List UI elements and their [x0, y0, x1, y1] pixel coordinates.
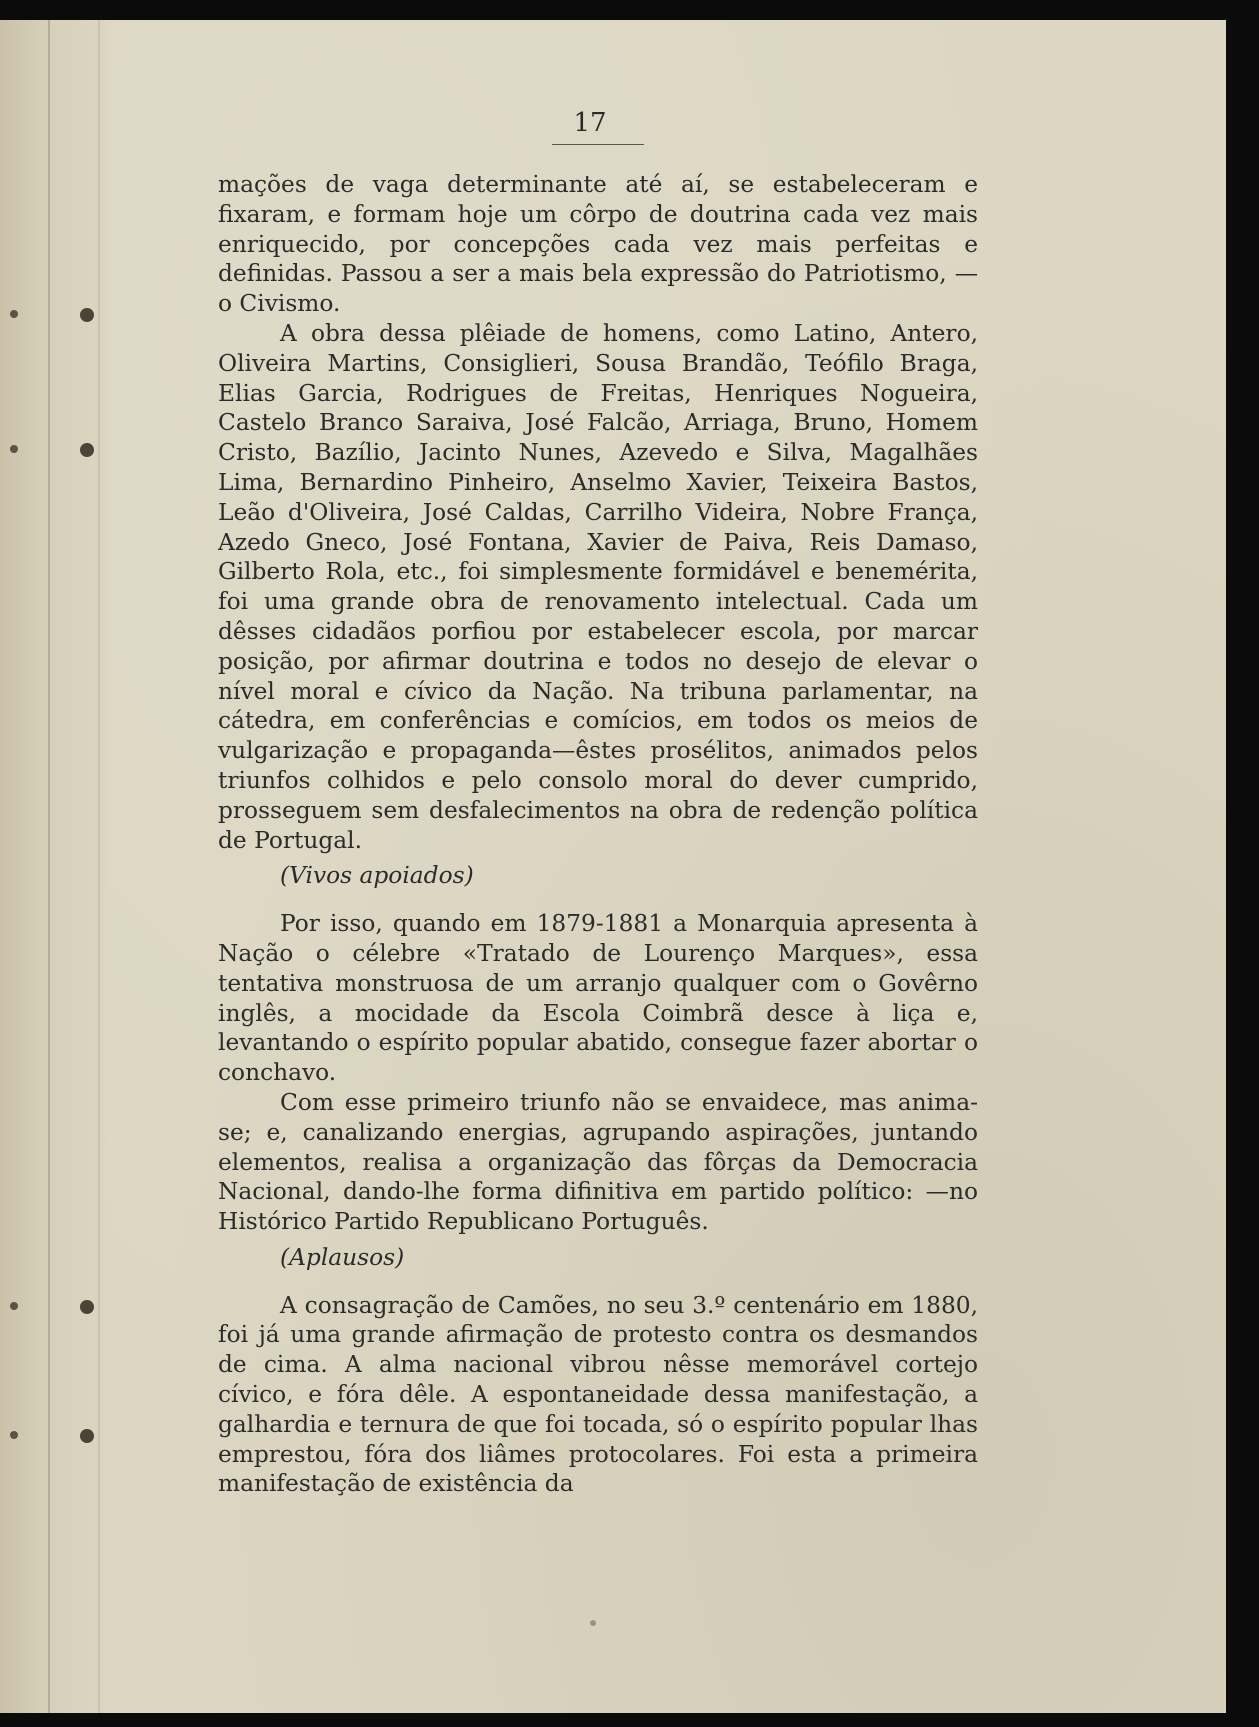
binding-hole — [10, 1431, 18, 1439]
binding-hole — [10, 310, 18, 318]
binding-hole — [10, 445, 18, 453]
binding-hole — [10, 1302, 18, 1310]
paragraph: A consagração de Camões, no seu 3.º centenário em 1880, foi já uma grande afirmação de protesto contra os desmandos de cima. A alma nacional vibrou nêsse memorável cortejo cívico, e fóra dêle. A espontaneidade dessa manifestação, a galhardia e ternura de que foi tocada, só o espírito popular lhas emprestou, fóra dos liâmes protocolares. Foi esta a primeira manifestação de existência da — [218, 1291, 978, 1498]
page-gutter — [0, 20, 108, 1713]
page-number-rule — [552, 144, 644, 145]
gutter-fold-line — [98, 20, 100, 1713]
applause-note: (Aplausos) — [280, 1243, 405, 1271]
paragraph: A obra dessa plêiade de homens, como Latino, Antero, Oliveira Martins, Consiglieri, Sousa Brandão, Teófilo Braga, Elias Garcia, Rodrigues de Freitas, Henriques Nogueira, Castelo Branco Saraiva, José Falcão, Arriaga, Bruno, Homem Cristo, Bazílio, Jacinto Nunes, Azevedo e Silva, Magalhães Lima, Bernardino Pinheiro, Anselmo Xavier, Teixeira Bastos, Leão d'Oliveira, José Caldas, Carrilho Videira, Nobre França, Azedo Gneco, José Fontana, Xavier de Paiva, Reis Damaso, Gilberto Rola, etc., foi simplesmente formidável e benemérita, foi uma grande obra de renovamento intelectual. Cada um dêsses cidadãos porfiou por estabelecer escola, por marcar posição, por afirmar doutrina e todos no desejo de elevar o nível moral e cívico da Nação. Na tribuna parlamentar, na cátedra, em conferências e comícios, em todos os meios de vulgarização e propaganda—êstes prosélitos, animados pelos triunfos colhidos e pelo consolo moral do dever cumprido, prosseguem sem desfalecimentos na obra de redenção política de Portugal. — [218, 319, 978, 854]
body-text — [218, 170, 978, 1499]
binding-hole — [80, 1300, 94, 1314]
paragraph: mações de vaga determinante até aí, se estabeleceram e fixaram, e formam hoje um côrpo de doutrina cada vez mais enriquecido, por concepções cada vez mais perfeitas e definidas. Passou a ser a mais bela expressão do Patriotismo, — o Civismo. — [218, 171, 978, 318]
page-number: 17 — [573, 108, 607, 138]
binding-hole — [80, 1429, 94, 1443]
paragraph: Com esse primeiro triunfo não se envaidece, mas anima-se; e, canalizando energias, agrupando aspirações, juntando elementos, realisa a organização das fôrças da Democracia Nacional, dando-lhe forma difinitiva em partido político: —no Histórico Partido Republicano Português. — [218, 1088, 978, 1236]
gutter-fold-line — [48, 20, 50, 1713]
paragraph: Por isso, quando em 1879-1881 a Monarquia apresenta à Nação o célebre «Tratado de Lourenço Marques», essa tentativa monstruosa de um arranjo qualquer com o Govêrno inglês, a mocidade da Escola Coimbrã desce à liça e, levantando o espírito popular abatido, consegue fazer abortar o conchavo. — [218, 910, 978, 1087]
binding-hole — [80, 443, 94, 457]
paper-speck — [590, 1620, 596, 1626]
binding-hole — [80, 308, 94, 322]
applause-note: (Vivos apoiados) — [280, 862, 474, 890]
